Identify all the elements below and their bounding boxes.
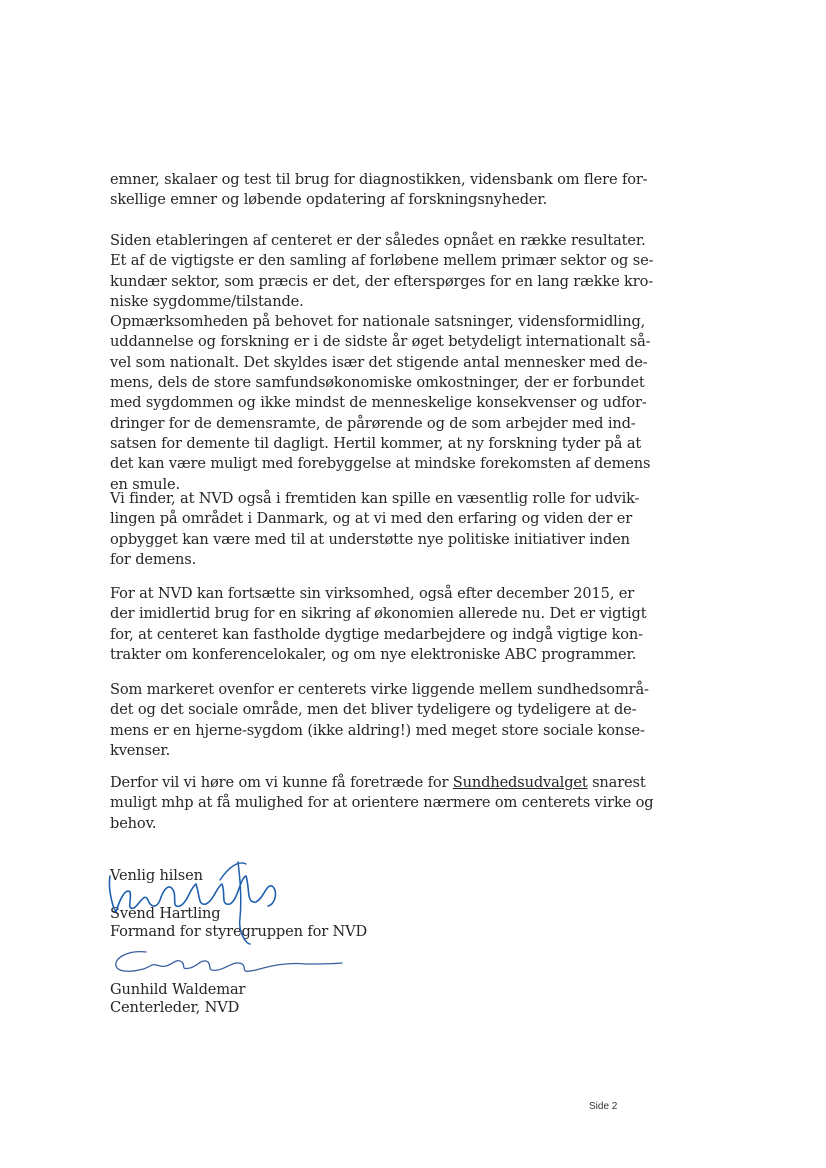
request-text-start: Derfor vil vi høre om vi kunne få foretræde for [110,774,453,791]
page-number: Side 2 [589,1101,618,1112]
text-line: for, at centeret kan fastholde dygtige medarbejdere og indgå vigtige kon- [110,625,643,643]
text-line: satsen for demente til dagligt. Hertil kommer, at ny forskning tyder på at [110,434,642,452]
signer1-name: Svend Hartling [110,905,221,922]
signature-stroke [116,952,342,972]
text-line: der imidlertid brug for en sikring af økonomien allerede nu. Det er vigtigt [110,605,647,623]
request-text-end: snarest [587,774,646,791]
text-line: mens er en hjerne-sygdom (ikke aldring!) med meget store sociale konse- [110,721,645,739]
handwritten-signature-hartling [100,848,300,948]
signer1-title: Formand for styregruppen for NVD [110,923,368,940]
text-line: lingen på området i Danmark, og at vi med den erfaring og viden der er [110,510,633,528]
text-line: for demens. [110,550,197,568]
text-line: en smule. [110,475,180,493]
text-line: Vi finder, at NVD også i fremtiden kan spille en væsentlig rolle for udvik- [110,490,640,507]
text-line: behov. [110,814,157,832]
text-line: det og det sociale område, men det bliver tydeligere og tydeligere at de- [110,701,637,719]
text-line: niske sygdomme/tilstande. [110,292,304,310]
text-line: uddannelse og forskning er i de sidste år øget betydeligt internationalt så- [110,333,651,351]
text-line: kvenser. [110,741,171,759]
text-line: vel som nationalt. Det skyldes især det stigende antal mennesker med de- [110,353,648,371]
signature-stroke [109,876,275,912]
signature-stroke [220,863,246,880]
text-line: Et af de vigtigste er den samling af forløbene mellem primær sektor og se- [110,252,654,270]
text-line: For at NVD kan fortsætte sin virksomhed, også efter december 2015, er [110,585,635,602]
text-line: det kan være muligt med forebyggelse at mindske forekomsten af demens [110,455,651,473]
greeting: Venlig hilsen [110,867,203,884]
paragraph-scope [110,680,649,761]
text-line: opbygget kan være med til at understøtte nye politiske initiativer inden [110,530,630,548]
signer2-title: Centerleder, NVD [110,999,240,1016]
text-line: kundær sektor, som præcis er det, der efterspørges for en lang række kro- [110,272,653,290]
text-line [110,773,646,793]
text-line: mens, dels de store samfundsøkonomiske omkostninger, der er forbundet [110,374,645,392]
text-line: Som markeret ovenfor er centerets virke liggende mellem sundhedsområ- [110,681,649,698]
committee-name-underlined: Sundhedsudvalget [452,774,588,791]
text-line: trakter om konferencelokaler, og om nye elektroniske ABC programmer. [110,645,637,663]
signer2-name: Gunhild Waldemar [110,981,246,998]
text-line: Siden etableringen af centeret er der således opnået en række resultater. [110,232,646,249]
text-line: skellige emner og løbende opdatering af forskningsnyheder. [110,191,548,209]
paragraph-request [110,773,654,834]
text-line: emner, skalaer og test til brug for diagnostikken, vidensbank om flere for- [110,171,648,188]
handwritten-signature-waldemar [110,944,345,978]
paragraph-intro [110,170,648,211]
paragraph-results [110,231,654,495]
paragraph-future-role [110,489,640,570]
text-line: dringer for de demensramte, de pårørende og de som arbejder med ind- [110,414,636,432]
signature-stroke [238,862,250,944]
paragraph-funding [110,584,647,665]
text-line: muligt mhp at få mulighed for at orientere nærmere om centerets virke og [110,794,654,812]
text-line: med sygdommen og ikke mindst de menneskelige konsekvenser og udfor- [110,394,647,412]
text-line: Opmærksomheden på behovet for nationale satsninger, vidensformidling, [110,313,646,331]
